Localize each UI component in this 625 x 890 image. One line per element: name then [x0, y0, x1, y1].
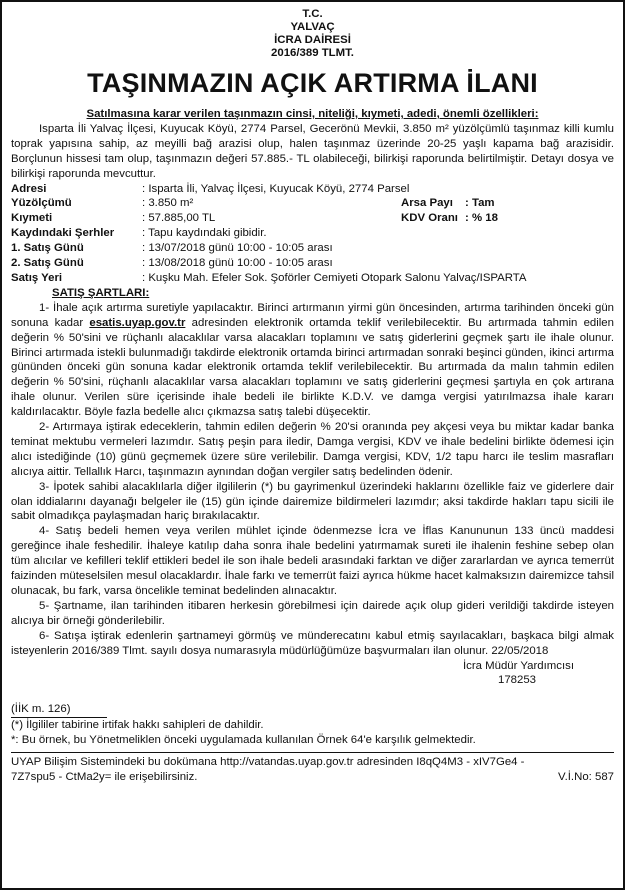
- value-label: Kıymeti: [11, 212, 53, 225]
- conditions-title: SATIŞ ŞARTLARI:: [52, 286, 150, 299]
- law-reference-text: (İİK m. 126): [11, 703, 71, 716]
- share-label: Arsa Payı: [401, 197, 453, 210]
- condition-3: 3- İpotek sahibi alacaklılarla diğer ilgililerin (*) bu gayrimenkul üzerindeki haklarını özellikle faiz ve giderlere dair olan iddialarını dayanağı belgeler ile (15) gün içinde dairemize bildirmeleri lazımdır; aksi takdirde hakları tapu sicili ile sabit olmadıkça paylaşmadan hariç bırakılacaktır.: [11, 480, 614, 523]
- header-file-number: 2016/389 TLMT.: [271, 47, 354, 59]
- property-info-table: [11, 182, 614, 286]
- info-row-sale-day-2: [11, 256, 614, 271]
- vat-label: KDV Oranı: [401, 212, 458, 225]
- sale-place-label: Satış Yeri: [11, 271, 63, 284]
- info-row-area: [11, 196, 614, 211]
- vat-value: : % 18: [465, 212, 498, 225]
- signature-block: [11, 659, 614, 689]
- area-value: : 3.850 m²: [142, 197, 194, 210]
- header-tc: T.C.: [302, 8, 323, 20]
- note-2: *: Bu örnek, bu Yönetmeliklen önceki uygulamada kullanılan Örnek 64'e karşılık gelmektedir.: [11, 734, 476, 747]
- condition-6: 6- Satışa iştirak edenlerin şartnameyi görmüş ve münderecatını kabul etmiş sayılacakları, başkaca bilgi almak isteyenlerin 2016/389 Tlmt. sayılı dosya numarasıyla müdürlüğümüze başvurmaları ilan olunur. 22/05/2018: [11, 629, 614, 657]
- address-label: Adresi: [11, 182, 47, 195]
- page-title: TAŞINMAZIN AÇIK ARTIRMA İLANI: [87, 68, 538, 98]
- footer-vi-number: V.İ.No: 587: [558, 770, 614, 783]
- footer-access-code: 7Z7spu5 - CtMa2y= ile erişebilirsiniz.: [11, 770, 198, 783]
- annotations-label: Kaydındaki Şerhler: [11, 227, 115, 240]
- condition-1: [11, 301, 614, 420]
- court-header: [11, 8, 614, 60]
- esatis-link[interactable]: esatis.uyap.gov.tr: [89, 316, 186, 329]
- condition-4: 4- Satış bedeli hemen veya verilen mühlet içinde ödenmezse İcra ve İflas Kanununun 133 üncü maddesi gereğince ihale feshedilir. İhaleye katılıp daha sonra ihale bedelini yatırmamak sureti ile ihalenin feshine sebep olan tüm alıcılar ve kefilleri teklif ettikleri bedel ile son ihale bedeli arasındaki farktan ve diğer zararlardan ve ayrıca temerrüt faizinden müteselsilen mesul olacaklardır. İhale farkı ve temerrüt faizi ayrıca hükme hacet kalmaksızın dairemizce tahsil olunacak, bu fark, varsa öncelikle teminat bedelinden alınacaktır.: [11, 525, 614, 597]
- sale-day-1-label: 1. Satış Günü: [11, 242, 84, 255]
- area-label: Yüzölçümü: [11, 197, 72, 210]
- condition-2: 2- Artırmaya iştirak edeceklerin, tahmin edilen değerin % 20'si oranında pey akçesi veya bu miktar kadar banka teminat mektubu vermeleri lazımdır. Satış peşin para iledir, Damga vergisi, KDV ve ihale bedelini birlikte ödemesi için alıcı istediğinde (10) günü geçmemek üzere süre verilebilir. Damga vergisi, KDV, 1/2 tapu harcı ile teslim masrafları alıcıya aittir. Tellallık Harcı, taşınmazın aynından doğan vergiler satış bedelinden ödenir.: [11, 421, 614, 478]
- value-value: : 57.885,00 TL: [142, 212, 216, 225]
- info-row-value: [11, 211, 614, 226]
- header-office: İCRA DAİRESİ: [274, 34, 351, 46]
- address-value: : Isparta İli, Yalvaç İlçesi, Kuyucak Köyü, 2774 Parsel: [142, 182, 410, 195]
- signature-title: İcra Müdür Yardımcısı: [463, 659, 574, 672]
- sale-day-2-label: 2. Satış Günü: [11, 257, 84, 270]
- header-city: YALVAÇ: [290, 21, 335, 33]
- note-1: (*) İlgililer tabirine irtifak hakkı sahipleri de dahildir.: [11, 719, 264, 732]
- condition-1-text-before: 1- İhale açık artırma suretiyle yapılacaktır. Birinci artırmanın yirmi gün öncesinden, artırma tarihinden önceki gün sonuna kadar: [11, 301, 614, 329]
- signature-number: 178253: [497, 674, 536, 687]
- info-row-sale-place: [11, 271, 614, 286]
- sale-day-1-value: : 13/07/2018 günü 10:00 - 10:05 arası: [142, 242, 333, 255]
- info-row-address: [11, 182, 614, 197]
- condition-1-text-after: adresinden elektronik ortamda teklif verilebilecektir. Bu artırmada tahmin edilen değerin % 50'sini ve rüçhanlı alacaklılar varsa alacakları toplamını ve satış giderlerini geçmek şartı ile ihale olunur. Birinci artırmada istekli bulunmadığı takdirde elektronik ortamda birinci artırmadan sonraki beşinci günden, ikinci artırma gününden önceki gün sonuna kadar elektronik ortamda teklif verilebilecektir. Bu artırmada da malın tahmin edilen değerin % 50'sini, rüçhanlı alacaklılar varsa alacakları toplamını ve satış giderlerini geçmesi şartıyla en çok artırana ihale olunur. Verilen süre içerisinde ihale bedeli ile birlikte K.D.V. ve damga vergisi yatırılmazsa ihale kararı kaldırılacaktır. Böyle fazla bedelle alıcı çıkmazsa satış talebi düşecektir.: [11, 316, 614, 419]
- property-description: Isparta İli Yalvaç İlçesi, Kuyucak Köyü, 2774 Parsel, Gecerönü Mevkii, 3.850 m² yüzölçümlü taşınmaz killi kumlu toprak yapısına sahip, az meyilli bağ arazisi olup, halen taşınmaz üzerinde 20-25 yaşlı kapama bağ arazisidir. Borçlunun hissesi tam olup, taşınmazın değeri 57.885.- TL olabileceği, bilirkişi raporunda belirtilmiştir. Detayı dosya ve bilirkişi raporunda mevcuttur.: [11, 122, 614, 180]
- annotations-value: : Tapu kaydındaki gibidir.: [142, 227, 267, 240]
- info-row-sale-day-1: [11, 241, 614, 256]
- condition-5: 5- Şartname, ilan tarihinden itibaren herkesin görebilmesi için dairede açık olup gideri verildiği takdirde isteyen alıcıya bir örneği gönderilebilir.: [11, 599, 614, 627]
- property-heading: Satılmasına karar verilen taşınmazın cinsi, niteliği, kıymeti, adedi, önemli özellikleri:: [86, 108, 539, 120]
- footer-line-2: [11, 770, 614, 785]
- share-value: : Tam: [465, 197, 495, 210]
- law-reference: [11, 702, 614, 717]
- spacer: [11, 688, 614, 702]
- footer-line-1: UYAP Bilişim Sistemindeki bu dokümana http://vatandas.uyap.gov.tr adresinden I8qQ4M3 - xIV7Ge4 -: [11, 756, 525, 769]
- sale-day-2-value: : 13/08/2018 günü 10:00 - 10:05 arası: [142, 257, 333, 270]
- info-row-annotations: [11, 226, 614, 241]
- uyap-footer: [11, 752, 614, 785]
- sale-place-value: : Kuşku Mah. Efeler Sok. Şoförler Cemiyeti Otopark Salonu Yalvaç/ISPARTA: [142, 271, 527, 284]
